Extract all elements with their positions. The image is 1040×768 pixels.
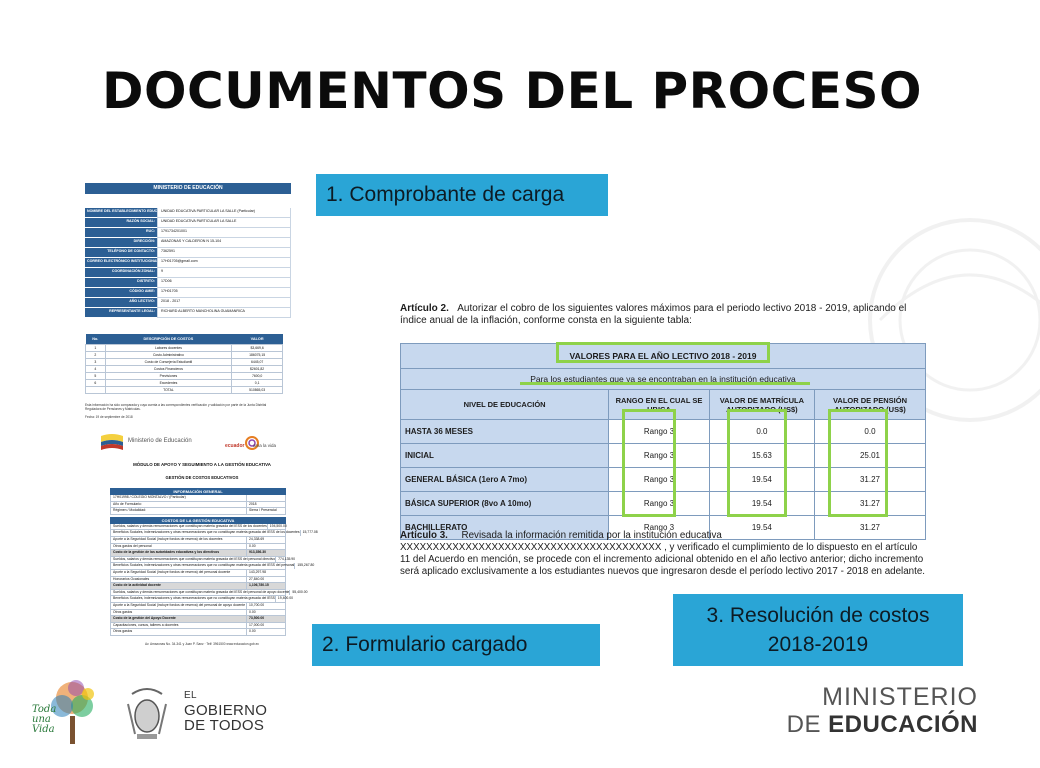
doc2-cost-row bbox=[110, 530, 318, 537]
doc2-cost-label: Aporte a la Seguridad Social (incluye fondos de reserva) del personal docente bbox=[113, 569, 231, 574]
doc1-info-key: DISTRITO: bbox=[85, 278, 157, 288]
doc1-date: Fecha: 19 de septiembre de 2018 bbox=[85, 414, 133, 419]
doc1-cost-cell: Labores docentes bbox=[105, 345, 232, 352]
article-3 bbox=[400, 530, 928, 578]
doc1-info-key: NOMBRE DEL ESTABLECIMIENTO EDUCATIVO: bbox=[85, 208, 157, 218]
doc2-cost-row bbox=[110, 556, 296, 564]
doc1-info-value: 2018 - 2017 bbox=[157, 298, 291, 308]
doc2-cost-value: 0.00 bbox=[246, 629, 285, 635]
article-2-label: Artículo 2. bbox=[400, 303, 449, 314]
doc2-cost-value: 17,000.00 bbox=[246, 623, 285, 629]
tariff-band-title: VALORES PARA EL AÑO LECTIVO 2018 - 2019 bbox=[401, 344, 926, 369]
formulario-document bbox=[97, 430, 318, 646]
doc2-cost-value: 1,106,780.15 bbox=[246, 583, 285, 589]
doc1-costs-table bbox=[85, 334, 283, 394]
doc2-cost-row bbox=[110, 629, 286, 636]
label-comprobante: 1. Comprobante de carga bbox=[316, 174, 608, 216]
label-resolucion-line2: 2018-2019 bbox=[767, 633, 869, 656]
tariff-level: BACHILLERATO bbox=[401, 516, 609, 540]
doc1-info-value: 7362591 bbox=[157, 248, 291, 258]
doc1-cost-row bbox=[86, 359, 283, 366]
doc2-cost-value: 143,297.98 bbox=[246, 570, 285, 576]
doc2-amalavida-text: ama la vida bbox=[253, 443, 277, 448]
doc2-info-header: INFORMACIÓN GENERAL bbox=[110, 488, 286, 495]
label-resolucion-line1: 3. Resolución de costos bbox=[706, 604, 930, 627]
highlight-title-box bbox=[556, 342, 770, 363]
doc2-cost-value: 24,338.69 bbox=[246, 537, 285, 543]
tariff-level: BÁSICA SUPERIOR (8vo A 10mo) bbox=[401, 492, 609, 516]
tariff-column-header: VALOR DE PENSIÓN AUTORIZADO (US$) bbox=[814, 390, 925, 420]
toda-word: Toda bbox=[32, 704, 57, 715]
doc1-info-value: AMAZONAS Y CALDERON N 15-104 bbox=[157, 238, 291, 248]
gob-de-todos: DE TODOS bbox=[184, 717, 265, 734]
doc2-info-row bbox=[110, 502, 286, 509]
doc1-info-key: COORDINACIÓN ZONAL: bbox=[85, 268, 157, 278]
doc1-cost-cell: Costos Financieros bbox=[105, 366, 232, 373]
doc2-cost-label: Aporte a la Seguridad Social (incluye fondos de reserva) del personal de apoyo docente bbox=[113, 602, 246, 607]
doc1-cost-cell: 510865,03 bbox=[232, 387, 283, 394]
doc2-info-label: Régimen / Modalidad: bbox=[113, 508, 146, 513]
doc1-info-key: CÓDIGO AMIE: bbox=[85, 288, 157, 298]
tariff-value: 31.27 bbox=[814, 492, 925, 516]
doc2-logos bbox=[97, 430, 307, 460]
doc2-cost-value: 10,700.00 bbox=[246, 603, 285, 609]
doc2-cost-value: 155,267.80 bbox=[294, 563, 314, 569]
doc2-cost-value: 0.00 bbox=[246, 610, 285, 616]
doc2-ministerio-text: Ministerio de Educación bbox=[128, 438, 192, 444]
tariff-value: Rango 3 bbox=[609, 444, 710, 468]
doc1-info-value: 17H01705@gmail.com bbox=[157, 258, 291, 268]
doc1-cost-cell: Costo Administrativo bbox=[105, 352, 232, 359]
doc1-cost-cell: 0,1 bbox=[232, 380, 283, 387]
tariff-value: Rango 3 bbox=[609, 468, 710, 492]
tariff-level: HASTA 36 MESES bbox=[401, 420, 609, 444]
doc2-cost-row bbox=[110, 544, 286, 551]
doc2-subtitle: GESTIÓN DE COSTOS EDUCATIVOS bbox=[165, 475, 239, 480]
doc2-cost-value: 194,500.00 bbox=[267, 524, 287, 530]
highlight-pension-column bbox=[828, 409, 888, 517]
doc2-info-label: Año de Formulario: bbox=[113, 501, 142, 506]
doc2-cost-row bbox=[110, 589, 308, 597]
doc2-cost-label: Otros gastos bbox=[113, 629, 133, 634]
doc1-info-key: RUC: bbox=[85, 228, 157, 238]
tariff-column-header: RANGO EN EL CUAL SE UBICA bbox=[609, 390, 710, 420]
doc2-cost-row bbox=[110, 603, 286, 610]
doc1-info-value: UNIDAD EDUCATIVA PARTICULAR LA SALLE bbox=[157, 218, 291, 228]
tariff-value: Rango 3 bbox=[609, 516, 710, 540]
doc2-cost-value: 774,135.90 bbox=[275, 557, 295, 563]
tariff-value: 0.0 bbox=[814, 420, 925, 444]
tariff-value: Rango 3 bbox=[609, 420, 710, 444]
doc1-cost-cell: 4 bbox=[86, 366, 106, 373]
doc1-cost-row bbox=[86, 380, 283, 387]
de-educacion-line bbox=[778, 711, 978, 738]
doc2-cost-value: 73,500.00 bbox=[246, 616, 285, 622]
doc2-info-value: 2018 bbox=[246, 502, 285, 508]
doc1-cost-cell: 7600,0 bbox=[232, 373, 283, 380]
label-resolucion bbox=[673, 594, 963, 666]
resolucion-document bbox=[400, 303, 928, 577]
doc1-cost-cell: 186075,15 bbox=[232, 352, 283, 359]
doc1-cost-cell: 2 bbox=[86, 352, 106, 359]
tariff-level: GENERAL BÁSICA (1ero A 7mo) bbox=[401, 468, 609, 492]
doc1-cost-cell: TOTAL bbox=[105, 387, 232, 394]
doc2-info-row bbox=[110, 508, 286, 515]
doc2-cost-label: Beneficios Sociales, indemnizaciones y otras remuneraciones que no constituyan materia gravada del IESS de los docentes bbox=[113, 530, 300, 535]
doc1-cost-cell: $2601,82 bbox=[232, 366, 283, 373]
tariff-column-header: NIVEL DE EDUCACIÓN bbox=[401, 390, 609, 420]
doc2-cost-value: 0.00 bbox=[246, 544, 285, 550]
doc1-cost-row bbox=[86, 345, 283, 352]
tariff-value: 19.54 bbox=[709, 468, 814, 492]
doc2-cost-label: Aporte a la Seguridad Social (incluye fondos de reserva) de los docentes bbox=[113, 536, 223, 541]
ecuador-crest-icon bbox=[122, 684, 172, 744]
doc2-cost-row bbox=[110, 550, 286, 557]
tariff-value: Rango 3 bbox=[609, 492, 710, 516]
doc1-info-key: DIRECCIÓN: bbox=[85, 238, 157, 248]
doc2-cost-row bbox=[110, 610, 286, 617]
toda-una-vida-text bbox=[32, 705, 56, 735]
doc1-info-value: 17D06 bbox=[157, 278, 291, 288]
tariff-value: 15.63 bbox=[709, 444, 814, 468]
doc2-cost-label: Costo de la actividad docente bbox=[113, 583, 161, 588]
doc2-cost-row bbox=[110, 623, 286, 630]
tariff-band-subtitle: Para los estudiantes que ya se encontraban en la institución educativa bbox=[401, 369, 926, 390]
doc2-cost-label: Beneficios Sociales, indemnizaciones y otras remuneraciones que no constituyan materia gravada del IESS del personal bbox=[113, 563, 295, 568]
article-3-text: Revisada la información remitida por la institución educativa XXXXXXXXXXXXXXXXXXXXXXXXXXXXXXXXXXXXXXXX , y verificado el cumplimiento de lo dispuesto en el artículo 11 del Acuerdo en mención, se procede con el incremento adicional obtenido en el año lectivo anterior; dicho incremento será aplicado exclusivamente a los estudiantes nuevos que ingresaron desde el período lectivo 2017 - 2018 en adelante. bbox=[400, 530, 926, 577]
doc2-info-value: Sierra / Presencial bbox=[246, 508, 285, 514]
doc2-cost-row bbox=[110, 570, 286, 577]
article-2 bbox=[400, 303, 928, 327]
doc1-cost-row bbox=[86, 387, 283, 394]
doc2-cost-label: Sueldos, salarios y demás remuneraciones que constituyan materia gravada del IESS del personal de apoyo docente bbox=[113, 589, 290, 594]
doc2-module-title: MÓDULO DE APOYO Y SEGUIMIENTO A LA GESTIÓN EDUCATIVA bbox=[133, 462, 271, 467]
tariff-value: 25.01 bbox=[814, 444, 925, 468]
article-3-label: Artículo 3. bbox=[400, 530, 448, 541]
tariff-level: INICIAL bbox=[401, 444, 609, 468]
doc2-cost-label: Otros gastos del personal bbox=[113, 543, 152, 548]
gob-el: EL bbox=[184, 690, 197, 701]
doc1-info-value: 17H01705 bbox=[157, 288, 291, 298]
doc1-cost-row bbox=[86, 352, 283, 359]
doc2-cost-value: 913,356.30 bbox=[246, 550, 285, 556]
doc1-cost-cell: Costo de Consejería Estudiantil bbox=[105, 359, 232, 366]
doc1-info-grid bbox=[85, 208, 291, 318]
doc1-cost-cell: $3,669,6 bbox=[232, 345, 283, 352]
una-word: una bbox=[32, 714, 51, 725]
doc1-cost-row bbox=[86, 373, 283, 380]
ministerio-educacion-logo bbox=[778, 684, 978, 738]
doc1-info-key: AÑO LECTIVO: bbox=[85, 298, 157, 308]
doc2-cost-row bbox=[110, 596, 293, 603]
doc1-cost-cell: 3 bbox=[86, 359, 106, 366]
doc2-cost-value: 27,840.00 bbox=[246, 577, 285, 583]
doc1-cost-cell: Previsiones bbox=[105, 373, 232, 380]
tariff-value: 19.54 bbox=[709, 492, 814, 516]
label-formulario: 2. Formulario cargado bbox=[312, 624, 600, 666]
doc2-cost-value: 55,400.00 bbox=[289, 590, 307, 596]
tariff-value: 19.54 bbox=[709, 516, 814, 540]
doc2-costs-header: COSTOS DE LA GESTIÓN EDUCATIVA bbox=[110, 517, 286, 524]
gobierno-de-todos-logo bbox=[184, 688, 267, 733]
vida-word: Vida bbox=[32, 724, 55, 735]
doc2-info-label: 17H01998 / COLEGIO MONTALVO / (Particular) bbox=[113, 495, 186, 499]
doc1-cost-header: VALOR bbox=[232, 334, 283, 345]
doc1-cost-cell: Excedentes bbox=[105, 380, 232, 387]
doc1-cost-cell: 5 bbox=[86, 373, 106, 380]
doc2-cost-row bbox=[110, 563, 315, 570]
comprobante-document bbox=[85, 183, 291, 420]
tariff-value: 31.27 bbox=[814, 516, 925, 540]
doc2-cost-value: 15,777.08 bbox=[300, 530, 318, 536]
ministerio-word: MINISTERIO bbox=[822, 683, 978, 711]
educacion-word: EDUCACIÓN bbox=[828, 711, 978, 738]
doc1-cost-cell: 6445,07 bbox=[232, 359, 283, 366]
doc1-cost-row bbox=[86, 366, 283, 373]
doc1-cost-cell: 1 bbox=[86, 345, 106, 352]
de-word: DE bbox=[786, 711, 829, 738]
doc2-cost-row bbox=[110, 524, 286, 531]
doc2-cost-label: Otros gastos bbox=[113, 609, 133, 614]
highlight-matricula-column bbox=[727, 409, 787, 517]
doc1-note: Esta información ha sido comparada y cuya cuenta a las correspondientes verificación y validación por parte de la Junta Distrital Reguladora de Pensiones y Matrículas. bbox=[85, 403, 267, 411]
doc2-cost-row bbox=[110, 583, 286, 590]
doc1-info-key: RAZÓN SOCIAL: bbox=[85, 218, 157, 228]
doc1-info-value: 9 bbox=[157, 268, 291, 278]
ecuador-flag-icon bbox=[99, 432, 125, 454]
doc2-cost-label: Sueldos, salarios y demás remuneraciones que constituyan materia gravada del IESS de los docentes bbox=[113, 523, 267, 528]
doc1-info-value: 1791734201001 bbox=[157, 228, 291, 238]
doc2-cost-label: Costo de la gestión de las autoridades educativas y los directivos bbox=[113, 550, 220, 555]
doc2-cost-label: Beneficios Sociales, indemnizaciones y otras remuneraciones que no constituyan materia gravada del IESS bbox=[113, 596, 275, 601]
highlight-subtitle-underline bbox=[520, 365, 810, 385]
doc1-cost-cell: 6 bbox=[86, 380, 106, 387]
doc2-footer: Av. Amazonas No. 34-341 y Juan P. Sanz · Telf: 3961500 www.educacion.gob.ec bbox=[144, 641, 260, 646]
doc1-info-key: TELÉFONO DE CONTACTO: bbox=[85, 248, 157, 258]
doc2-cost-row bbox=[110, 537, 286, 544]
doc2-info-row bbox=[110, 495, 286, 502]
doc1-info-value: RICHARD ALBERTO MANCHOLINA GUAMANRICA bbox=[157, 308, 291, 318]
doc1-info-key: REPRESENTANTE LEGAL: bbox=[85, 308, 157, 318]
gob-gobierno: GOBIERNO bbox=[184, 702, 268, 719]
doc1-info-value: UNIDAD EDUCATIVA PARTICULAR LA SALLE (Particular) bbox=[157, 208, 291, 218]
doc1-info-key: CORREO ELECTRÓNICO INSTITUCIONAL: bbox=[85, 258, 157, 268]
page-title: DOCUMENTOS DEL PROCESO bbox=[101, 62, 923, 120]
doc2-info-value bbox=[246, 495, 285, 501]
highlight-rango-column bbox=[622, 409, 676, 517]
doc1-cost-cell bbox=[86, 387, 106, 394]
doc2-table bbox=[110, 488, 318, 636]
doc1-cost-header: No. bbox=[86, 334, 106, 345]
doc2-cost-label: Costo de la gestión del Apoyo Docente bbox=[113, 616, 176, 621]
tariff-value: 31.27 bbox=[814, 468, 925, 492]
doc1-header: MINISTERIO DE EDUCACIÓN bbox=[85, 183, 291, 194]
doc2-cost-value: 19,400.00 bbox=[275, 596, 293, 602]
article-2-text: Autorizar el cobro de los siguientes valores máximos para el periodo lectivo 2018 - 2019, aplicando el índice anual de la inflación, conforme consta en la siguiente tabla: bbox=[400, 303, 907, 326]
doc2-cost-label: Honorarios Ocasionales bbox=[113, 576, 150, 581]
doc2-cost-label: Capacitaciones, cursos, talleres a docentes bbox=[113, 622, 179, 627]
doc2-ecuador-text: ecuador bbox=[225, 443, 245, 449]
doc2-cost-label: Sueldos, salarios y demás remuneraciones que constituyan materia gravada del IESS del personal directivo bbox=[113, 556, 276, 561]
tariff-column-header: VALOR DE MATRÍCULA AUTORIZADO (US$) bbox=[709, 390, 814, 420]
tariff-value: 0.0 bbox=[709, 420, 814, 444]
doc2-cost-row bbox=[110, 616, 286, 623]
doc2-cost-row bbox=[110, 577, 286, 584]
doc1-cost-header: DESCRIPCIÓN DE COSTOS bbox=[105, 334, 232, 345]
